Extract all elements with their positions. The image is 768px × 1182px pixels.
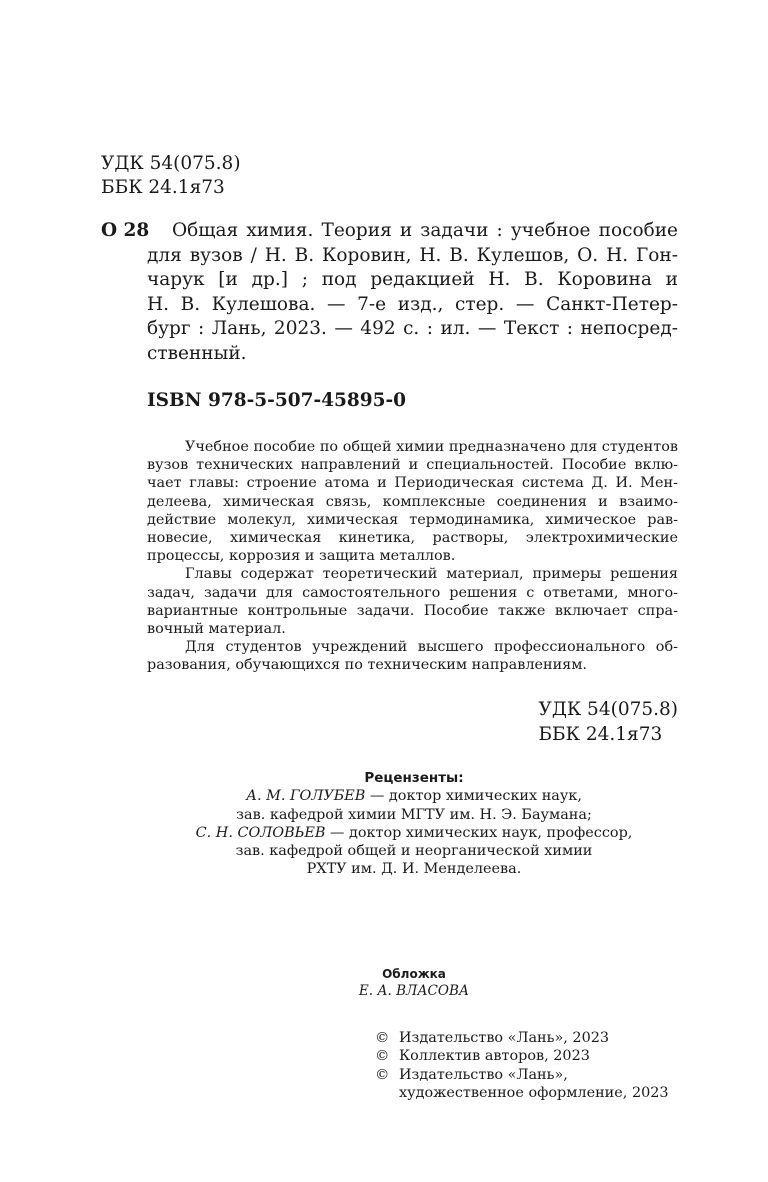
reviewers-block	[150, 769, 678, 879]
author-mark: О 28	[101, 220, 150, 241]
entry-line: Н. В. Кулешова. — 7-е изд., стер. — Санкт-Петер-	[147, 293, 678, 315]
abstract-line: действие молекул, химическая термодинамика, химическое рав-	[147, 511, 678, 528]
reviewer-name: А. М. ГОЛУБЕВ	[246, 788, 366, 805]
abstract-line: вочный материал.	[147, 621, 286, 638]
classification-header	[101, 152, 241, 200]
reviewer-line: зав. кафедрой общей и неорганической химии	[235, 843, 593, 860]
copyright-line	[375, 1029, 669, 1047]
bbk-code: ББК 24.1я73	[101, 177, 225, 198]
abstract-line: Главы содержат теоретический материал, примеры решения	[185, 566, 678, 583]
cover-credit	[150, 966, 678, 1000]
abstract-line: вариантные контрольные задачи. Пособие также включает спра-	[147, 602, 678, 619]
classification-footer	[538, 698, 678, 747]
copyright-text: Издательство «Лань»,	[399, 1066, 568, 1083]
entry-line: чарук [и др.] ; под редакцией Н. В. Коровина и	[147, 269, 678, 291]
udk-code: УДК 54(075.8)	[538, 699, 678, 720]
abstract-line: новесие, химическая кинетика, растворы, электрохимические	[147, 530, 678, 547]
reviewer-credentials: — доктор химических наук, профессор,	[325, 824, 633, 841]
entry-line: для вузов / Н. В. Коровин, Н. В. Кулешов, О. Н. Гон-	[147, 244, 678, 266]
copyright-symbol: ©	[375, 1048, 390, 1065]
abstract-line: Учебное пособие по общей химии предназначено для студентов	[185, 439, 678, 455]
abstract-line: вузов технических направлений и специальностей. Пособие вклю-	[147, 457, 678, 474]
udk-code: УДК 54(075.8)	[101, 153, 241, 174]
copyright-line	[375, 1084, 669, 1102]
copyright-symbol: ©	[375, 1066, 390, 1083]
reviewer-credentials: — доктор химических наук,	[365, 788, 582, 805]
copyright-text: Издательство «Лань», 2023	[399, 1030, 610, 1046]
isbn: ISBN 978-5-507-45895-0	[147, 390, 407, 411]
copyright-text: художественное оформление, 2023	[399, 1085, 669, 1102]
reviewer-line	[150, 824, 678, 842]
bbk-code: ББК 24.1я73	[538, 723, 663, 745]
reviewer-line: зав. кафедрой химии МГТУ им. Н. Э. Баумана;	[236, 806, 592, 823]
entry-line: Общая химия. Теория и задачи : учебное пособие	[172, 220, 678, 241]
abstract-line: разования, обучающихся по техническим направлениям.	[147, 657, 588, 674]
copyright-text: Коллектив авторов, 2023	[399, 1048, 590, 1065]
abstract-line: задач, задачи для самостоятельного решения с ответами, много-	[147, 584, 678, 601]
reviewer-line: РХТУ им. Д. И. Менделеева.	[306, 861, 522, 878]
entry-line: ственный.	[147, 342, 247, 364]
copyright-symbol: ©	[375, 1030, 390, 1046]
bibliographic-entry	[147, 219, 678, 367]
reviewer-name: С. Н. СОЛОВЬЕВ	[195, 824, 326, 841]
copyright-line	[375, 1047, 669, 1065]
copyright-block	[375, 1029, 669, 1103]
entry-line: бург : Лань, 2023. — 492 с. : ил. — Текст : непосред-	[147, 318, 678, 340]
cover-designer: Е. А. ВЛАСОВА	[358, 983, 470, 999]
abstract-line: процессы, коррозия и защита металлов.	[147, 548, 456, 565]
abstract	[147, 438, 678, 675]
copyright-line	[375, 1066, 669, 1084]
cover-heading: Обложка	[382, 967, 446, 981]
abstract-line: чает главы: строение атома и Периодическая система Д. И. Мен-	[147, 475, 678, 492]
reviewer-line	[150, 787, 678, 805]
abstract-line: Для студентов учреждений высшего профессионального об-	[185, 639, 678, 656]
reviewers-heading: Рецензенты:	[364, 770, 464, 786]
abstract-line: делеева, химическая связь, комплексные соединения и взаимо-	[147, 493, 678, 510]
